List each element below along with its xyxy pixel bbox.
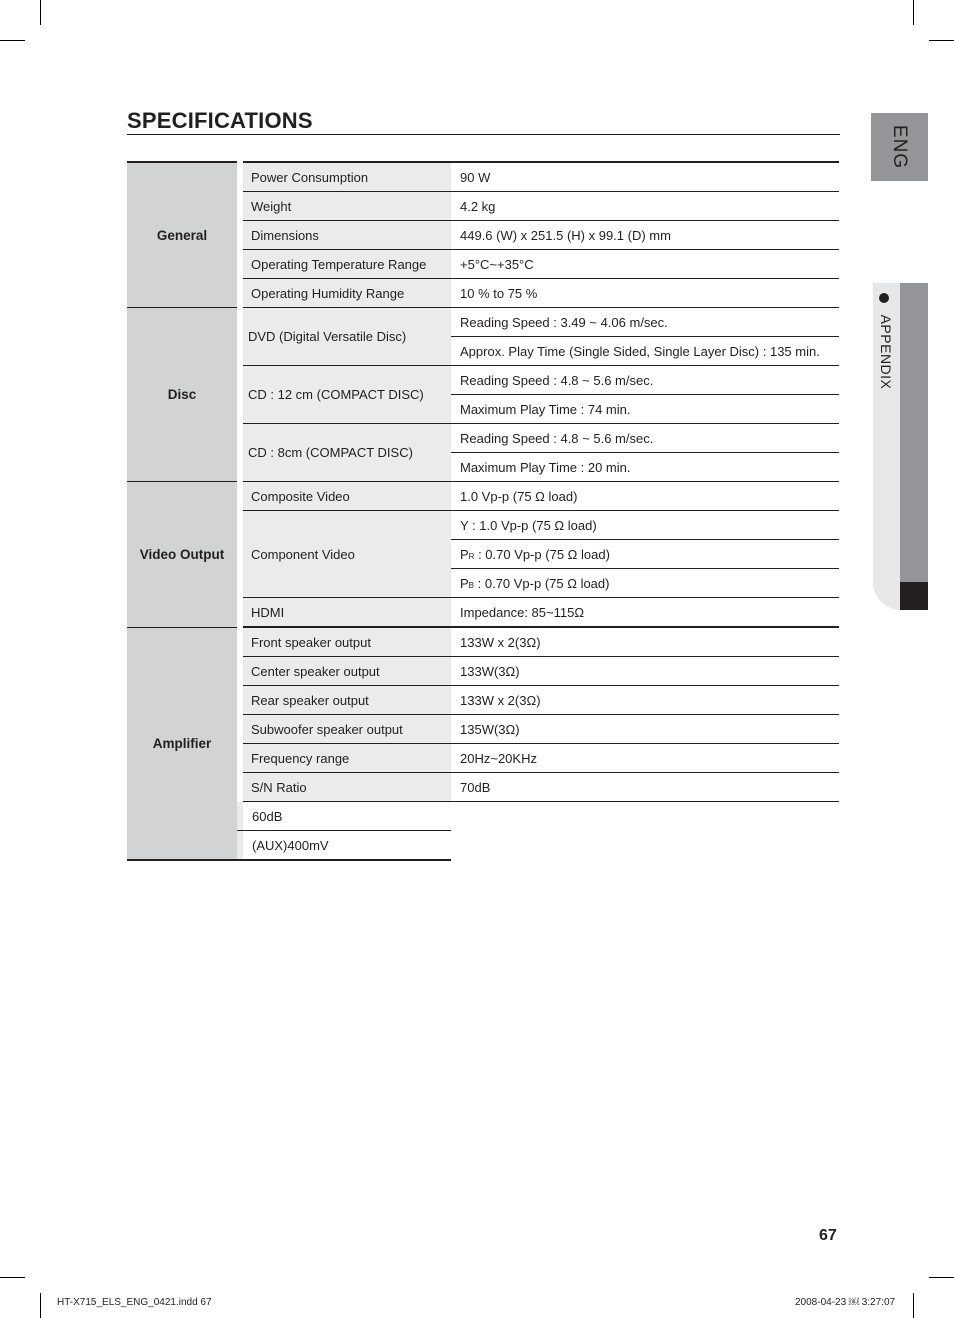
spec-item: Center speaker output — [243, 657, 451, 686]
spec-item: CD : 12 cm (COMPACT DISC) — [243, 366, 451, 424]
crop-mark — [929, 40, 954, 41]
page-title: SPECIFICATIONS — [127, 108, 313, 133]
crop-mark — [40, 1293, 41, 1318]
spec-item: Subwoofer speaker output — [243, 715, 451, 744]
crop-mark — [0, 1277, 25, 1278]
spec-item: Rear speaker output — [243, 686, 451, 715]
footer-filename: HT-X715_ELS_ENG_0421.indd 67 — [57, 1297, 212, 1308]
spec-value: 449.6 (W) x 251.5 (H) x 99.1 (D) mm — [451, 221, 839, 250]
spec-item: Component Video — [243, 511, 451, 598]
spec-value: Y : 1.0 Vp-p (75 Ω load) — [451, 511, 839, 540]
spec-value: 133W x 2(3Ω) — [451, 686, 839, 715]
spec-value: Reading Speed : 4.8 ~ 5.6 m/sec. — [451, 424, 839, 453]
table-row — [127, 308, 839, 337]
language-tab-label: ENG — [889, 124, 910, 170]
spec-item: Frequency range — [243, 744, 451, 773]
table-row — [127, 482, 839, 511]
spec-value: 133W(3Ω) — [451, 657, 839, 686]
crop-mark — [913, 0, 914, 25]
crop-mark — [0, 40, 25, 41]
spec-value — [451, 540, 839, 569]
spec-value — [451, 569, 839, 598]
footer-timestamp: 2008-04-23 ￼ 3:27:07 — [795, 1297, 896, 1308]
spec-value: Reading Speed : 3.49 ~ 4.06 m/sec. — [451, 308, 839, 337]
spec-value: 10 % to 75 % — [451, 279, 839, 308]
spec-item: Operating Temperature Range — [243, 250, 451, 279]
category-amplifier: Amplifier — [127, 627, 237, 860]
spec-value: (AUX)400mV — [243, 831, 451, 861]
title-rule — [127, 134, 840, 135]
spec-value: Approx. Play Time (Single Sided, Single Layer Disc) : 135 min. — [451, 337, 839, 366]
spec-value: 90 W — [451, 162, 839, 192]
spec-value: Impedance: 85~115Ω — [451, 598, 839, 628]
pb-subscript: B — [468, 580, 475, 590]
spec-value: 70dB — [451, 773, 839, 802]
category-general: General — [127, 162, 237, 308]
pr-subscript: R — [468, 551, 475, 561]
spec-value: +5°C~+35°C — [451, 250, 839, 279]
spec-item: DVD (Digital Versatile Disc) — [243, 308, 451, 366]
spec-item: Composite Video — [243, 482, 451, 511]
spec-item: Power Consumption — [243, 162, 451, 192]
table-row — [127, 162, 839, 192]
spec-value: 135W(3Ω) — [451, 715, 839, 744]
crop-mark — [913, 1293, 914, 1318]
spec-value: 20Hz~20KHz — [451, 744, 839, 773]
pb-label: P — [460, 575, 469, 591]
spec-item: Front speaker output — [243, 627, 451, 657]
pr-label: P — [460, 546, 469, 562]
spec-item: S/N Ratio — [243, 773, 451, 802]
page-number: 67 — [819, 1227, 837, 1244]
spec-value: Maximum Play Time : 74 min. — [451, 395, 839, 424]
specifications-table — [127, 161, 839, 861]
spec-item: Weight — [243, 192, 451, 221]
spec-value: 4.2 kg — [451, 192, 839, 221]
section-tab-bar — [900, 283, 928, 610]
section-tab-marker — [900, 582, 928, 610]
spec-value: Maximum Play Time : 20 min. — [451, 453, 839, 482]
pb-value: : 0.70 Vp-p (75 Ω load) — [474, 575, 610, 591]
category-video-output: Video Output — [127, 482, 237, 628]
bullet-icon — [879, 293, 889, 303]
pr-value: : 0.70 Vp-p (75 Ω load) — [474, 546, 610, 562]
crop-mark — [929, 1277, 954, 1278]
spec-item: Operating Humidity Range — [243, 279, 451, 308]
spec-item: CD : 8cm (COMPACT DISC) — [243, 424, 451, 482]
spec-item: Dimensions — [243, 221, 451, 250]
spec-value: 1.0 Vp-p (75 Ω load) — [451, 482, 839, 511]
spec-value: 133W x 2(3Ω) — [451, 627, 839, 657]
category-disc: Disc — [127, 308, 237, 482]
section-tab-label: APPENDIX — [878, 314, 894, 390]
spec-value: Reading Speed : 4.8 ~ 5.6 m/sec. — [451, 366, 839, 395]
spec-value: 60dB — [243, 802, 451, 831]
spec-item: HDMI — [243, 598, 451, 628]
table-row — [127, 627, 839, 657]
crop-mark — [40, 0, 41, 25]
